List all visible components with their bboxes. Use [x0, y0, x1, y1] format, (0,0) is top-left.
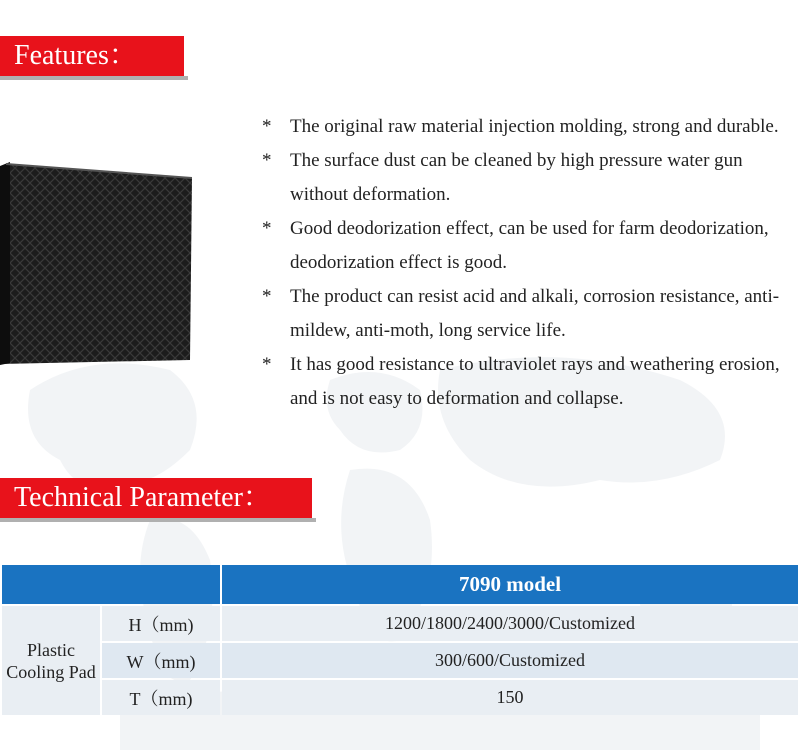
bullet-star: * — [262, 286, 272, 307]
param-value: 150 — [222, 680, 798, 715]
header-empty-cell — [2, 565, 220, 604]
cooling-pad-image — [0, 158, 192, 366]
feature-item — [262, 280, 792, 348]
features-banner — [0, 36, 184, 76]
bullet-star: * — [262, 116, 272, 137]
bullet-star: * — [262, 150, 272, 171]
table-row — [2, 680, 798, 715]
param-label: W（mm) — [102, 643, 220, 678]
parameter-table — [0, 563, 800, 717]
banner-shadow — [0, 518, 316, 522]
param-label: H（mm) — [102, 606, 220, 641]
banner-shadow — [0, 76, 188, 80]
feature-item — [262, 144, 792, 212]
technical-parameter-heading: Technical Parameter： — [14, 482, 271, 513]
param-label: T（mm) — [102, 680, 220, 715]
table-row — [2, 606, 798, 641]
bullet-star: * — [262, 354, 272, 375]
features-heading: Features： — [14, 40, 137, 71]
product-name-cell: Plastic Cooling Pad — [2, 606, 100, 715]
technical-parameter-banner — [0, 478, 312, 518]
feature-item — [262, 212, 792, 280]
feature-text: It has good resistance to ultraviolet rays and weathering erosion, and is not easy to deformation and collapse. — [290, 354, 780, 409]
param-value: 300/600/Customized — [222, 643, 798, 678]
feature-text: The product can resist acid and alkali, corrosion resistance, anti-mildew, anti-moth, long service life. — [290, 286, 780, 341]
table-row — [2, 643, 798, 678]
model-header-cell: 7090 model — [222, 565, 798, 604]
feature-text: The surface dust can be cleaned by high pressure water gun without deformation. — [290, 150, 743, 205]
bullet-star: * — [262, 218, 272, 239]
feature-item — [262, 110, 792, 144]
param-value: 1200/1800/2400/3000/Customized — [222, 606, 798, 641]
feature-text: The original raw material injection molding, strong and durable. — [290, 116, 779, 137]
features-list — [262, 110, 792, 416]
table-header-row — [2, 565, 798, 604]
feature-text: Good deodorization effect, can be used for farm deodorization, deodorization effect is good. — [290, 218, 769, 273]
feature-item — [262, 348, 792, 416]
